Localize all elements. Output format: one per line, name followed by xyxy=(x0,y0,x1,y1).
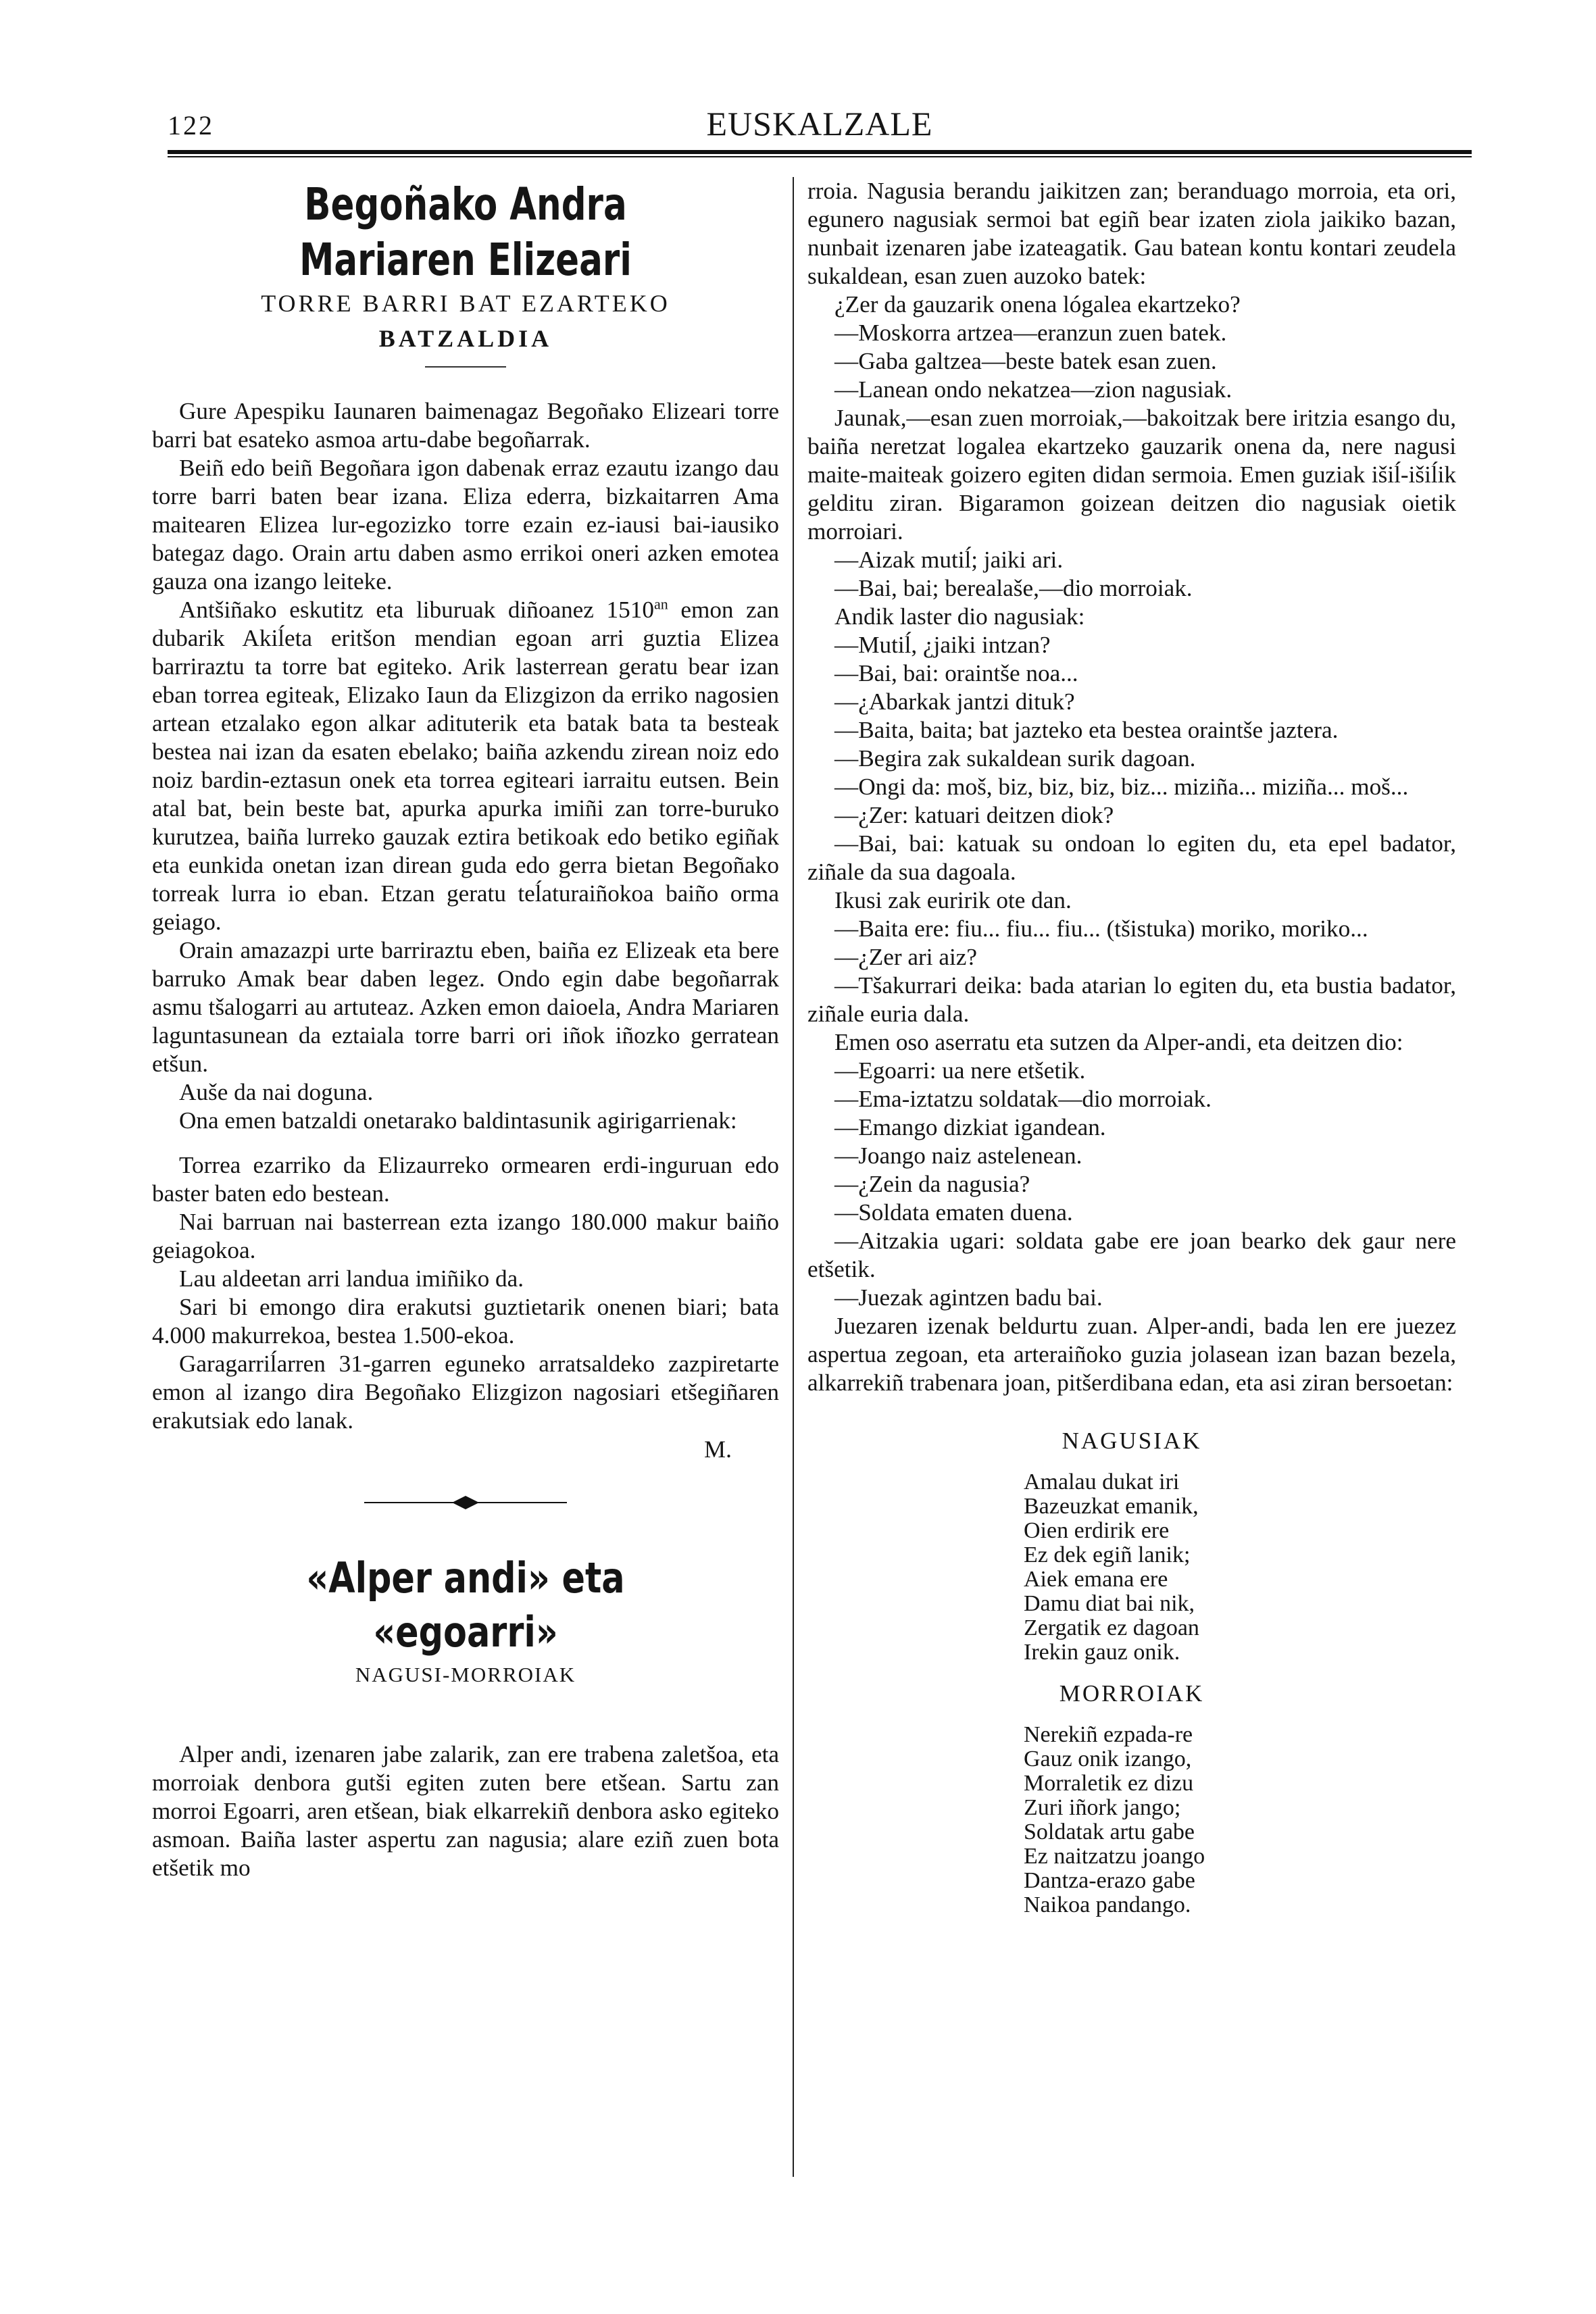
dialogue-line: —Bai, bai; berealaše,—dio morroiak. xyxy=(834,575,1193,601)
article1-paragraph: Auše da nai doguna. xyxy=(179,1079,374,1105)
article1-paragraph-3: Antšiñako eskutitz eta liburuak diñoanez $1510^{an}$ emon zan dubarik Akiĺeta eritšon mendian egoan arri guztia Elizea barriraztu ta torre bat egiteko. Arik lasterrean geratu bear izan eban torrea egiteak, Elizako Iaun da Elizgizon da erriko nagosien artean etzalako egon alkar adituterik eta batak bata ta besteak bestea nai izan da esaten ebelako; baiña azkendu zirean noiz edo noiz bardin-eztasun onek eta torrea egiteari iarraitu eutsen. Bein atal bat, bein beste bat, apurka apurka imiñi zan torre-buruko kurutzea, baiña lurreko gauzak eztira betikoak edo betiko egiñak eta eunkida onetan izan direan guda edo gerra bietan Begoñako torreak lurra io eban. Etzan geratu teĺaturaiñokoa baiño orma geiago. xyxy=(152,595,779,935)
verse-line: Soldatak artu gabe xyxy=(1024,1819,1195,1844)
dialogue-lines xyxy=(807,177,1456,1397)
condition-item: Sari bi emongo dira erakutsi guztietarik onenen biari; bata 4.000 makurrekoa, bestea 1.500-ekoa. xyxy=(152,1294,779,1349)
article1-conditions xyxy=(152,1151,779,1435)
dialogue-line: —Moskorra artzea—eranzun zuen batek. xyxy=(834,320,1227,346)
article1-paragraph: Orain amazazpi urte barriraztu eben, baiña ez Elizeak eta bere barruko Amak bear daben legez. Ondo egin dabe begoñarrak asmu tšalogarri au artuteaz. Azken emon daioela, Andra Mariaren laguntasunean da eztaiala torre barri ori iñok iñozko gerratean etšun. xyxy=(152,937,779,1077)
dialogue-line: Ikusi zak euririk ote dan. xyxy=(834,887,1072,913)
dialogue-line: —Baita ere: fiu... fiu... fiu... (tšistuka) moriko, moriko... xyxy=(834,915,1368,942)
verse-line: Zuri iñork jango; xyxy=(1024,1795,1181,1820)
article1-paragraphs-2 xyxy=(152,936,779,1135)
dialogue-line: —Soldata ematen duena. xyxy=(834,1199,1073,1226)
left-column xyxy=(152,177,779,1882)
dialogue-line: —Emango dizkiat igandean. xyxy=(834,1114,1106,1140)
verse-nagusiak xyxy=(1024,1470,1456,1665)
verse-line: Gauz onik izango, xyxy=(1024,1746,1192,1771)
dialogue-line: —¿Zein da nagusia? xyxy=(834,1171,1030,1197)
dialogue-line: —Tšakurrari deika: bada atarian lo egiten du, eta bustia badator, ziñale euria dala. xyxy=(807,972,1456,1027)
dialogue-line: —Bai, bai: oraintše noa... xyxy=(834,660,1078,686)
running-title: EUSKALZALE xyxy=(706,105,933,143)
dialogue-line: Juezaren izenak beldurtu zuan. Alper-andi, bada len ere juezez aspertua zegoan, eta arteraiñoko guzia jolasean izan bazan bezela, alkarrekiñ trabenara joan, pitšerdibana edan, eta asi ziran bersoetan: xyxy=(807,1313,1456,1396)
dialogue-line: —Bai, bai: katuak su ondoan lo egiten du, eta epel badator, ziñale da sua dagoala. xyxy=(807,830,1456,885)
dialogue-line: Andik laster dio nagusiak: xyxy=(834,603,1085,630)
condition-item: Nai barruan nai basterrean ezta izango 180.000 makur baiño geiagokoa. xyxy=(152,1209,779,1263)
article1-paragraph: Ona emen batzaldi onetarako baldintasunik agirigarrienak: xyxy=(179,1107,737,1134)
verse-line: Nerekiñ ezpada-re xyxy=(1024,1722,1193,1747)
dialogue-line: Emen oso aserratu eta sutzen da Alper-andi, eta deitzen dio: xyxy=(834,1029,1403,1055)
dialogue-line: —Gaba galtzea—beste batek esan zuen. xyxy=(834,348,1217,374)
page-header xyxy=(168,96,1472,150)
dialogue-line: —Ema-iztatzu soldatak—dio morroiak. xyxy=(834,1086,1212,1112)
verse-line: Ez naitzatzu joango xyxy=(1024,1844,1205,1869)
verse-line: Ez dek egiñ lanik; xyxy=(1024,1542,1191,1567)
verse-line: Morraletik ez dizu xyxy=(1024,1771,1194,1796)
page-number: 122 xyxy=(168,110,214,141)
dialogue-line: rroia. Nagusia berandu jaikitzen zan; beranduago morroia, eta ori, egunero nagusiak sermoi bat egiñ bear izaten ziola jaikiko bazan, nunbait izenaren jabe izateagatik. Gau batean kontu kontari zeudela sukaldean, esan zuen auzoko batek: xyxy=(807,178,1456,289)
dialogue-line: —Lanean ondo nekatzea—zion nagusiak. xyxy=(834,376,1232,403)
verse-line: Naikoa pandango. xyxy=(1024,1892,1191,1917)
article2-paragraph: Alper andi, izenaren jabe zalarik, zan ere trabena zaletšoa, eta morroiak denbora gutši egiten zuten bere etšean. Sartu zan morroi Egoarri, aren etšean, biak elkarrekiñ denbora asko egiteko asmoan. Baiña laster aspertu zan nagusia; alare eziñ zuen bota etšetik mo xyxy=(152,1741,779,1881)
verse-line: Oien erdirik ere xyxy=(1024,1518,1170,1543)
dialogue-line: —¿Zer ari aiz? xyxy=(834,944,977,970)
article-subtitle-line1: TORRE BARRI BAT EZARTEKO xyxy=(261,290,670,317)
header-rule xyxy=(168,150,1472,157)
verse-line: Zergatik ez dagoan xyxy=(1024,1615,1199,1640)
dialogue-line: —Mutiĺ, ¿jaiki intzan? xyxy=(834,632,1051,658)
short-divider xyxy=(425,366,506,368)
dialogue-line: —Juezak agintzen badu bai. xyxy=(834,1284,1103,1311)
dialogue-line: —¿Abarkak jantzi dituk? xyxy=(834,688,1075,715)
verse-title-nagusiak: NAGUSIAK xyxy=(1062,1428,1202,1454)
dialogue-line: —Egoarri: ua nere etšetik. xyxy=(834,1057,1086,1084)
article1-signature: M. xyxy=(703,1436,732,1463)
dialogue-line: ¿Zer da gauzarik onena lógalea ekartzeko? xyxy=(834,291,1241,318)
dialogue-line: —Begira zak sukaldean surik dagoan. xyxy=(834,745,1196,772)
verse-title-morroiak: MORROIAK xyxy=(1059,1680,1205,1707)
article-title-alper-andi: «Alper andi» eta «egoarri» xyxy=(306,1553,625,1657)
verse-line: Dantza-erazo gabe xyxy=(1024,1868,1195,1893)
condition-item: Lau aldeetan arri landua imiñiko da. xyxy=(179,1265,524,1292)
dialogue-line: —Baita, baita; bat jazteko eta bestea oraintše jaztera. xyxy=(834,717,1339,743)
verse-line: Irekin gauz onik. xyxy=(1024,1640,1180,1665)
dialogue-line: —Aitzakia ugari: soldata gabe ere joan bearko dek gaur nere etšetik. xyxy=(807,1228,1456,1282)
dialogue-line: —Joango naiz astelenean. xyxy=(834,1142,1082,1169)
article2-subtitle: NAGUSI-MORROIAK xyxy=(355,1663,576,1686)
dialogue-line: —Aizak mutiĺ; jaiki ari. xyxy=(834,547,1064,573)
dialogue-line: —Ongi da: moš, biz, biz, biz, biz... miziña... miziña... moš... xyxy=(834,774,1409,800)
verse-line: Aiek emana ere xyxy=(1024,1567,1168,1592)
article1-paragraphs xyxy=(152,397,779,596)
article-subtitle-line2: BATZALDIA xyxy=(378,325,553,352)
article-title-begonako: Begoñako Andra Mariaren Elizeari xyxy=(299,178,632,286)
verse-morroiak xyxy=(1024,1723,1456,1917)
verse-line: Bazeuzkat emanik, xyxy=(1024,1494,1199,1519)
condition-item: Garagarriĺarren 31-garren eguneko arratsaldeko zazpiretarte emon al izango dira Begoñako Elizgizon nagosiari etšegiñaren erakutsiak edo lanak. xyxy=(152,1351,779,1434)
dialogue-line: —¿Zer: katuari deitzen diok? xyxy=(834,802,1114,828)
article1-paragraph: Beiñ edo beiñ Begoñara igon dabenak erraz ezautu izango dau torre barri baten bear izana. Eliza ederra, bizkaitarren Ama maitearen Elizea lur-egozizko torre ezain ez-iausi bai-iausiko bategaz dago. Orain artu daben asmo errikoi oneri azken emotea gauza ona izango leiteke. xyxy=(152,455,779,595)
ornament-divider xyxy=(364,1494,567,1511)
verse-line: Damu diat bai nik, xyxy=(1024,1591,1195,1616)
dialogue-line: Jaunak,—esan zuen morroiak,—bakoitzak bere iritzia esango du, baiña neretzat logalea ekartzeko gauzarik onena da, nere nagusi maite-maiteak goizero egiten didan sermoia. Emen guziak išiĺ-išiĺik gelditu ziran. Bigaramon goizean deitzen dio nagusiak oietik morroiari. xyxy=(807,405,1456,545)
article1-paragraph: Gure Apespiku Iaunaren baimenagaz Begoñako Elizeari torre barri bat esateko asmoa artu-dabe begoñarrak. xyxy=(152,398,779,453)
verse-line: Amalau dukat iri xyxy=(1024,1469,1180,1494)
column-divider xyxy=(793,177,794,2177)
right-column xyxy=(807,177,1456,1917)
condition-item: Torrea ezarriko da Elizaurreko ormearen erdi-inguruan edo baster baten edo bestean. xyxy=(152,1152,779,1207)
